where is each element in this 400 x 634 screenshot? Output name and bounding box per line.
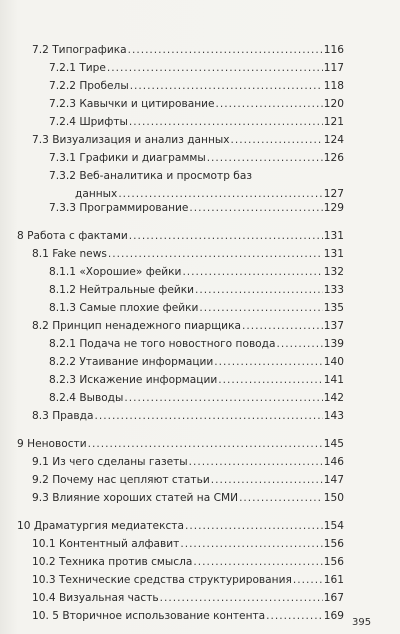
toc-leader-dots [293, 573, 323, 587]
toc-leader-dots [182, 265, 322, 279]
toc-leader-dots [214, 355, 322, 369]
toc-entry[interactable] [32, 555, 344, 569]
toc-entry-title: 7.2.3 Кавычки и цитирование [49, 98, 215, 110]
toc-entry-title: 8.2 Принцип ненадежного пиарщика [32, 320, 241, 332]
toc-entry[interactable] [32, 133, 344, 147]
toc-entry-page: 132 [323, 266, 344, 278]
toc-leader-dots [276, 337, 322, 351]
toc-leader-dots [118, 187, 322, 201]
toc-entry[interactable] [49, 201, 344, 215]
toc-leader-dots [129, 229, 323, 243]
toc-entry-title: 7.2.1 Тире [49, 62, 106, 74]
toc-entry-title: 8 Работа с фактами [17, 230, 128, 242]
toc-entry-page: 116 [323, 44, 344, 56]
toc-entry-title: 7.3.3 Программирование [49, 202, 189, 214]
toc-entry-title-continuation: данных [75, 188, 118, 200]
toc-entry-page: 147 [323, 474, 344, 486]
toc-leader-dots [108, 247, 323, 261]
toc-leader-dots [211, 473, 323, 487]
toc-leader-dots [129, 115, 323, 129]
toc-entry-title: 7.3 Визуализация и анализ данных [32, 134, 230, 146]
toc-leader-dots [193, 555, 322, 569]
toc-entry-page: 161 [323, 574, 344, 586]
toc-leader-dots [130, 79, 323, 93]
toc-entry-page: 156 [323, 538, 344, 550]
toc-entry[interactable] [32, 609, 344, 623]
toc-entry-title: 8.2.3 Искажение информации [49, 374, 218, 386]
toc-entry[interactable] [17, 229, 344, 243]
toc-entry-page: 154 [323, 520, 344, 532]
toc-entry-title: 8.3 Правда [32, 410, 94, 422]
toc-entry-page: 150 [323, 492, 344, 504]
toc-entry-page: 120 [323, 98, 344, 110]
toc-leader-dots [180, 537, 322, 551]
toc-entry-title: 8.1.3 Самые плохие фейки [49, 302, 199, 314]
toc-entry-page: 137 [323, 320, 344, 332]
toc-entry[interactable] [75, 187, 344, 201]
toc-entry-page: 139 [323, 338, 344, 350]
toc-entry-title: 8.2.4 Выводы [49, 392, 124, 404]
toc-leader-dots [207, 151, 323, 165]
toc-entry-page: 118 [323, 80, 344, 92]
toc-leader-dots [124, 391, 322, 405]
toc-leader-dots [107, 61, 323, 75]
toc-entry-title: 7.3.2 Веб-аналитика и просмотр баз [49, 170, 252, 182]
toc-entry[interactable] [49, 97, 344, 111]
toc-entry-title: 9 Неновости [17, 438, 87, 450]
toc-entry-page: 121 [323, 116, 344, 128]
toc-entry-page: 141 [323, 374, 344, 386]
toc-entry-title: 8.2.1 Подача не того новостного повода [49, 338, 276, 350]
toc-entry[interactable] [49, 169, 252, 183]
toc-leader-dots [231, 133, 323, 147]
toc-entry-page: 146 [323, 456, 344, 468]
toc-entry-title: 10.4 Визуальная часть [32, 592, 159, 604]
toc-entry-title: 7.2 Типографика [32, 44, 127, 56]
toc-entry-title: 9.3 Влияние хороших статей на СМИ [32, 492, 239, 504]
toc-entry-page: 126 [323, 152, 344, 164]
toc-entry[interactable] [17, 437, 344, 451]
toc-entry[interactable] [49, 301, 344, 315]
toc-entry[interactable] [49, 115, 344, 129]
toc-entry[interactable] [49, 283, 344, 297]
toc-entry-page: 131 [323, 230, 344, 242]
toc-entry[interactable] [32, 537, 344, 551]
toc-entry[interactable] [32, 591, 344, 605]
toc-leader-dots [242, 319, 323, 333]
toc-entry-title: 8.1 Fake news [32, 248, 107, 260]
toc-entry[interactable] [32, 473, 344, 487]
toc-entry[interactable] [32, 573, 344, 587]
toc-entry[interactable] [49, 265, 344, 279]
toc-entry-title: 10.2 Техника против смысла [32, 556, 193, 568]
toc-entry[interactable] [49, 337, 344, 351]
toc-leader-dots [216, 97, 323, 111]
toc-leader-dots [218, 373, 323, 387]
toc-entry-title: 9.1 Из чего сделаны газеты [32, 456, 188, 468]
toc-entry[interactable] [49, 79, 344, 93]
toc-leader-dots [185, 519, 323, 533]
toc-entry-title: 10. 5 Вторичное использование контента [32, 610, 266, 622]
toc-entry-page: 169 [323, 610, 344, 622]
toc-entry-page: 135 [323, 302, 344, 314]
toc-entry-page: 156 [323, 556, 344, 568]
toc-leader-dots [94, 409, 322, 423]
toc-entry-title: 10.3 Технические средства структурирования [32, 574, 292, 586]
toc-leader-dots [88, 437, 323, 451]
toc-leader-dots [189, 455, 323, 469]
toc-leader-dots [128, 43, 323, 57]
toc-entry-page: 131 [323, 248, 344, 260]
toc-entry-title: 10.1 Контентный алфавит [32, 538, 180, 550]
page-number: 395 [352, 617, 372, 628]
toc-entry-title: 7.3.1 Графики и диаграммы [49, 152, 206, 164]
toc-entry[interactable] [32, 319, 344, 333]
toc-entry-title: 8.1.2 Нейтральные фейки [49, 284, 195, 296]
toc-leader-dots [266, 609, 323, 623]
toc-entry[interactable] [49, 391, 344, 405]
toc-entry-page: 133 [323, 284, 344, 296]
toc-entry-page: 127 [323, 188, 344, 200]
toc-entry-page: 140 [323, 356, 344, 368]
toc-entry-title: 8.2.2 Утаивание информации [49, 356, 214, 368]
toc-leader-dots [239, 491, 323, 505]
toc-entry-page: 129 [323, 202, 344, 214]
toc-entry-title: 9.2 Почему нас цепляют статьи [32, 474, 210, 486]
toc-leader-dots [195, 283, 323, 297]
toc-entry[interactable] [32, 491, 344, 505]
toc-leader-dots [160, 591, 323, 605]
toc-entry[interactable] [17, 519, 344, 533]
toc-leader-dots [189, 201, 322, 215]
toc-entry-title: 10 Драматургия медиатекста [17, 520, 184, 532]
toc-entry[interactable] [32, 455, 344, 469]
toc-entry[interactable] [49, 373, 344, 387]
toc-entry-title: 7.2.2 Пробелы [49, 80, 129, 92]
toc-entry[interactable] [49, 61, 344, 75]
toc-leader-dots [199, 301, 322, 315]
toc-entry-page: 124 [323, 134, 344, 146]
toc-entry[interactable] [49, 355, 344, 369]
toc-entry[interactable] [32, 409, 344, 423]
toc-entry[interactable] [32, 247, 344, 261]
toc-entry-page: 143 [323, 410, 344, 422]
toc-entry-page: 145 [323, 438, 344, 450]
toc-entry[interactable] [32, 43, 344, 57]
toc-entry-title: 8.1.1 «Хорошие» фейки [49, 266, 182, 278]
toc-entry-page: 117 [323, 62, 344, 74]
toc-entry-page: 142 [323, 392, 344, 404]
toc-entry-title: 7.2.4 Шрифты [49, 116, 128, 128]
toc-entry-page: 167 [323, 592, 344, 604]
toc-entry[interactable] [49, 151, 344, 165]
